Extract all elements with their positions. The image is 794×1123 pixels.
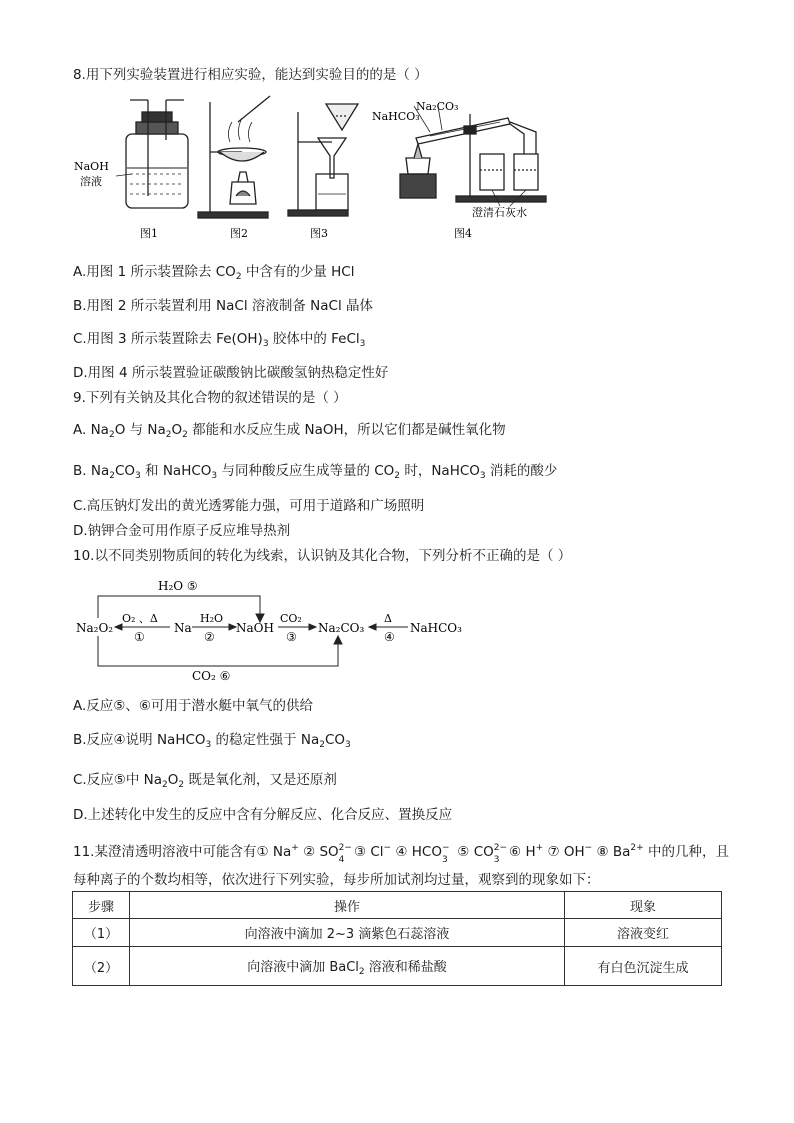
reaction1-condition: O₂ 、Δ <box>122 612 158 625</box>
q8-apparatus-figure <box>70 92 560 244</box>
q8-option-b: B.用图 2 所示装置利用 NaCl 溶液制备 NaCl 晶体 <box>73 298 373 314</box>
q9-option-b: B. $Na_2CO_3$ 和 NaHCO$_3$ 与同种酸反应生成等量的 $CO_2$ 时，NaHCO$_3$ 消耗的酸少 <box>73 463 558 481</box>
q10-conversion-diagram <box>72 578 472 684</box>
row2-step: （2） <box>73 947 130 986</box>
header-step: 步骤 <box>73 892 130 919</box>
q8-stem: 8.用下列实验装置进行相应实验，能达到实验目的的是（ ） <box>73 67 428 83</box>
fig3-filtration <box>288 104 358 216</box>
na-node: Na <box>174 621 192 635</box>
fig1-naoh-label: NaOH <box>74 160 109 173</box>
q10-option-a: A.反应⑤、⑥可用于潜水艇中氧气的供给 <box>73 698 313 714</box>
row1-step: （1） <box>73 919 130 947</box>
reaction2-condition: H₂O <box>200 612 224 625</box>
table-header-row <box>73 892 722 919</box>
q9-stem: 9.下列有关钠及其化合物的叙述错误的是（ ） <box>73 390 347 406</box>
q9-option-d: D.钠钾合金可用作原子反应堆导热剂 <box>73 523 291 539</box>
header-observation: 现象 <box>565 892 722 919</box>
nahco3-node: NaHCO₃ <box>410 621 462 635</box>
reaction5-label: H₂O ⑤ <box>158 579 198 593</box>
fig2-evaporation <box>198 96 270 218</box>
naoh-node: NaOH <box>236 621 274 635</box>
row2-operation: 向溶液中滴加 BaCl$_2$ 溶液和稀盐酸 <box>130 947 565 986</box>
table-row <box>73 947 722 986</box>
fig1-wash-bottle <box>116 100 188 208</box>
reaction3-number: ③ <box>286 630 297 644</box>
reaction4-number: ④ <box>384 630 395 644</box>
q10-option-c: C.反应⑤中 $Na_2O_2$ 既是氧化剂，又是还原剂 <box>73 772 337 790</box>
row2-observation: 有白色沉淀生成 <box>565 947 722 986</box>
q9-option-c: C.高压钠灯发出的黄光透雾能力强，可用于道路和广场照明 <box>73 498 425 514</box>
fig4-nahco3-label: NaHCO₃ <box>372 110 420 123</box>
q11-stem-line1: 11.某澄清透明溶液中可能含有① Na+ ② SO 2− 4 ③ Cl− ④ HCO − 3 ⑤ CO 2− 3 ⑥ H+ ⑦ OH− ⑧ $Ba^{2+}$ 中的几种，且 <box>73 843 729 865</box>
row1-observation: 溶液变红 <box>565 919 722 947</box>
q10-stem: 10.以不同类别物质间的转化为线索，认识钠及其化合物，下列分析不正确的是（ ） <box>73 548 572 564</box>
reaction3-condition: CO₂ <box>280 612 302 625</box>
q9-option-a: A. $Na_2O$ 与 $Na_2O_2$ 都能和水反应生成 NaOH，所以它们都是碱性氧化物 <box>73 422 506 440</box>
fig4-caption: 图4 <box>454 227 472 240</box>
na2co3-node: Na₂CO₃ <box>318 621 365 635</box>
reaction1-number: ① <box>134 630 145 644</box>
fig4-na2co3-label: Na₂CO₃ <box>416 100 459 113</box>
fig4-limewater-label: 澄清石灰水 <box>472 206 527 219</box>
fig3-caption: 图3 <box>310 227 328 240</box>
na2o2-node: Na₂O₂ <box>76 621 114 635</box>
q10-option-d: D.上述转化中发生的反应中含有分解反应、化合反应、置换反应 <box>73 807 453 823</box>
reaction6-label: CO₂ ⑥ <box>192 669 231 683</box>
q10-option-b: B.反应④说明 NaHCO$_3$ 的稳定性强于 $Na_2CO_3$ <box>73 732 351 750</box>
reaction4-condition: Δ <box>384 612 392 625</box>
q8-option-d: D.用图 4 所示装置验证碳酸钠比碳酸氢钠热稳定性好 <box>73 365 389 381</box>
header-operation: 操作 <box>130 892 565 919</box>
q11-steps-table <box>72 891 722 986</box>
q8-option-a: A.用图 1 所示装置除去 $CO_2$ 中含有的少量 HCl <box>73 264 355 282</box>
table-row <box>73 919 722 947</box>
reaction2-number: ② <box>204 630 215 644</box>
q8-option-c: C.用图 3 所示装置除去 $Fe(OH)_3$ 胶体中的 FeCl$_3$ <box>73 331 366 349</box>
fig4-thermal-stability <box>400 106 546 206</box>
row1-operation: 向溶液中滴加 2~3 滴紫色石蕊溶液 <box>130 919 565 947</box>
q11-stem-line2: 每种离子的个数均相等，依次进行下列实验，每步所加试剂均过量，观察到的现象如下： <box>73 872 600 888</box>
fig2-caption: 图2 <box>230 227 248 240</box>
fig1-caption: 图1 <box>140 227 158 240</box>
fig1-solution-label: 溶液 <box>80 175 102 188</box>
